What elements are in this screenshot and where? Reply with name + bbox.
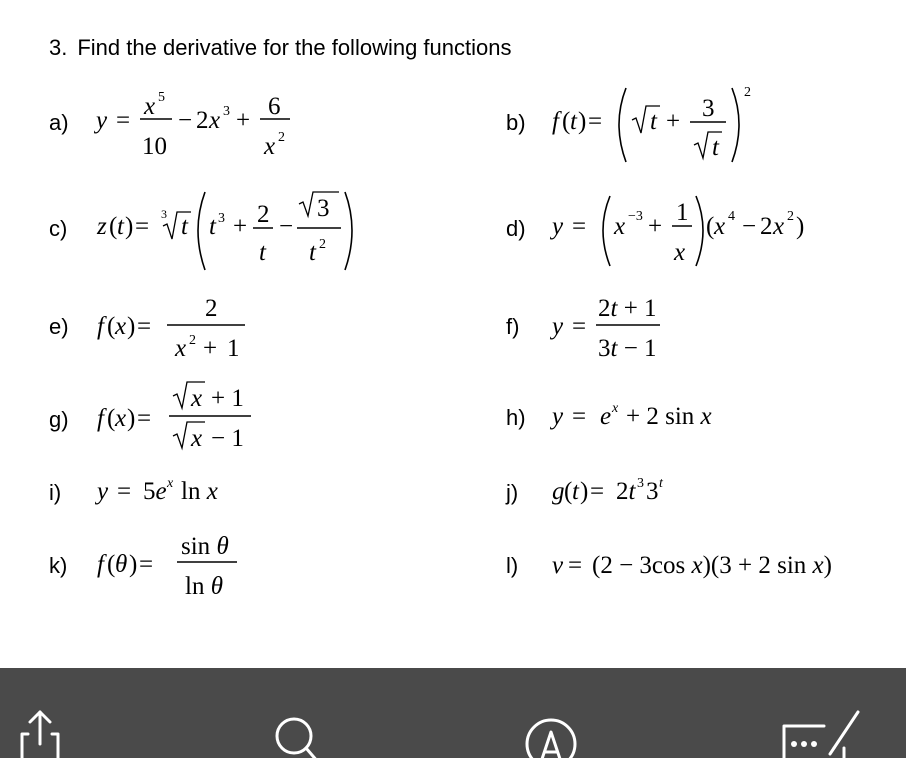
svg-text:1: 1 [676, 199, 689, 226]
svg-text:=: = [116, 107, 131, 134]
item-label-c: c) [49, 216, 68, 241]
svg-text:2: 2 [787, 209, 794, 224]
svg-text:t: t [209, 213, 216, 240]
search-button[interactable] [266, 708, 330, 758]
svg-text:(: ( [107, 313, 116, 340]
markup-icon [520, 708, 584, 758]
svg-text:): ) [125, 213, 134, 240]
svg-text:x: x [264, 133, 276, 160]
svg-text:(: ( [109, 213, 118, 240]
svg-text:x: x [209, 107, 221, 134]
svg-text:t: t [570, 108, 577, 135]
item-label-l: l) [506, 553, 519, 578]
expression-a [92, 82, 312, 162]
svg-text:2t: 2t [616, 478, 636, 505]
svg-text:x: x [167, 476, 174, 491]
svg-text:2: 2 [196, 107, 209, 134]
svg-text:e: e [600, 403, 612, 430]
svg-text:t: t [309, 239, 316, 266]
expression-d [548, 186, 838, 276]
expression-i [95, 467, 255, 507]
svg-text:sin θ: sin θ [181, 533, 229, 560]
svg-text:3: 3 [702, 95, 715, 122]
svg-text:): ) [580, 478, 589, 505]
svg-text:10: 10 [142, 133, 167, 160]
svg-text:+: + [666, 108, 681, 135]
item-label-f: f) [506, 314, 520, 339]
svg-text:2: 2 [257, 201, 270, 228]
svg-text:=: = [588, 108, 603, 135]
svg-text:+: + [203, 335, 218, 362]
svg-text:2: 2 [319, 237, 326, 252]
svg-text:f: f [97, 313, 104, 340]
svg-text:4: 4 [728, 209, 735, 224]
svg-text:x: x [612, 401, 619, 416]
svg-text:2: 2 [205, 295, 218, 322]
svg-text:y: y [552, 213, 564, 240]
svg-text:2: 2 [189, 333, 196, 348]
svg-text:2: 2 [744, 85, 751, 100]
share-icon [14, 708, 78, 758]
svg-text:(: ( [706, 213, 715, 240]
svg-text:6: 6 [268, 93, 281, 120]
svg-text:x: x [115, 313, 127, 340]
svg-text:x: x [175, 335, 187, 362]
svg-text:f: f [97, 551, 104, 578]
item-label-d: d) [506, 216, 526, 241]
svg-text:−3: −3 [628, 209, 643, 224]
svg-text:=: = [137, 313, 152, 340]
expression-l [548, 541, 848, 581]
svg-text:5e: 5e [143, 478, 167, 505]
svg-text:x: x [144, 93, 156, 120]
svg-text:v: v [552, 552, 564, 579]
item-label-a: a) [49, 110, 69, 135]
svg-text:1: 1 [227, 335, 240, 362]
svg-text:t: t [181, 213, 188, 240]
item-label-k: k) [49, 553, 68, 578]
svg-text:+: + [236, 107, 251, 134]
item-label-i: i) [49, 480, 62, 505]
svg-text:): ) [796, 213, 805, 240]
expression-j [548, 467, 718, 507]
svg-text:x: x [191, 425, 203, 452]
expression-h [548, 392, 728, 432]
bottom-toolbar [0, 668, 906, 758]
svg-text:x: x [714, 213, 726, 240]
problem-heading [49, 35, 511, 61]
svg-text:f: f [552, 108, 559, 135]
svg-text:(: ( [107, 405, 116, 432]
svg-text:=: = [135, 213, 150, 240]
svg-text:=: = [568, 552, 583, 579]
item-label-j: j) [506, 480, 519, 505]
svg-text:x: x [115, 405, 127, 432]
share-button[interactable] [14, 708, 78, 758]
svg-text:5: 5 [158, 90, 165, 105]
form-fill-icon [778, 708, 868, 758]
expression-c [95, 186, 365, 276]
svg-text:x: x [674, 239, 686, 266]
svg-text:=: = [572, 313, 587, 340]
svg-text:−: − [279, 213, 294, 240]
svg-text:3: 3 [218, 211, 225, 226]
form-fill-button[interactable] [778, 708, 868, 758]
svg-text:(: ( [107, 551, 116, 578]
svg-text:y: y [96, 107, 108, 134]
item-label-h: h) [506, 405, 526, 430]
svg-text:+: + [233, 213, 248, 240]
svg-text:ln θ: ln θ [185, 573, 223, 600]
svg-text:y: y [552, 403, 564, 430]
svg-text:3: 3 [646, 478, 659, 505]
svg-text:2: 2 [760, 213, 773, 240]
svg-text:t: t [259, 239, 266, 266]
svg-text:): ) [578, 108, 587, 135]
item-label-e: e) [49, 314, 69, 339]
svg-text:−: − [178, 107, 193, 134]
svg-text:+ 2 sin x: + 2 sin x [626, 403, 712, 430]
svg-text:3: 3 [317, 195, 330, 222]
svg-text:=: = [572, 403, 587, 430]
expression-g [95, 376, 275, 456]
svg-text:): ) [127, 313, 136, 340]
markup-button[interactable] [520, 708, 584, 758]
svg-text:2: 2 [278, 130, 285, 145]
svg-text:x: x [614, 213, 626, 240]
svg-text:x: x [773, 213, 785, 240]
svg-text:y: y [97, 478, 109, 505]
svg-text:3: 3 [161, 207, 167, 221]
search-icon [266, 708, 330, 758]
svg-text:3: 3 [223, 104, 230, 119]
item-label-b: b) [506, 110, 526, 135]
svg-text:2t + 1: 2t + 1 [598, 295, 657, 322]
svg-text:t: t [117, 213, 124, 240]
svg-text:=: = [137, 405, 152, 432]
svg-text:ln x: ln x [181, 478, 218, 505]
problem-number: 3. [49, 35, 68, 60]
svg-text:+: + [648, 213, 663, 240]
svg-text:t: t [572, 478, 579, 505]
problem-title: Find the derivative for the following functions [77, 35, 512, 60]
svg-text:t: t [650, 108, 657, 135]
svg-text:f: f [97, 405, 104, 432]
svg-text:): ) [127, 405, 136, 432]
svg-text:(: ( [564, 478, 573, 505]
expression-b [550, 80, 770, 170]
svg-text:g: g [552, 478, 565, 505]
svg-text:): ) [129, 551, 138, 578]
svg-text:=: = [590, 478, 605, 505]
svg-text:y: y [552, 313, 564, 340]
expression-k [95, 522, 255, 602]
svg-text:(2 − 3cos x)(3 + 2 sin x): (2 − 3cos x)(3 + 2 sin x) [592, 552, 832, 579]
svg-text:3: 3 [637, 476, 644, 491]
svg-text:t: t [712, 134, 719, 161]
svg-text:z: z [97, 213, 107, 240]
svg-text:+ 1: + 1 [211, 385, 244, 412]
svg-text:−: − [742, 213, 757, 240]
item-label-g: g) [49, 407, 69, 432]
svg-text:x: x [191, 385, 203, 412]
svg-text:=: = [572, 213, 587, 240]
svg-text:θ: θ [115, 551, 128, 578]
svg-text:3t − 1: 3t − 1 [598, 335, 657, 362]
expression-e [95, 282, 275, 362]
svg-text:− 1: − 1 [211, 425, 244, 452]
expression-f [548, 282, 728, 362]
svg-text:=: = [117, 478, 132, 505]
svg-text:(: ( [562, 108, 571, 135]
svg-text:=: = [139, 551, 154, 578]
svg-text:t: t [659, 476, 663, 491]
